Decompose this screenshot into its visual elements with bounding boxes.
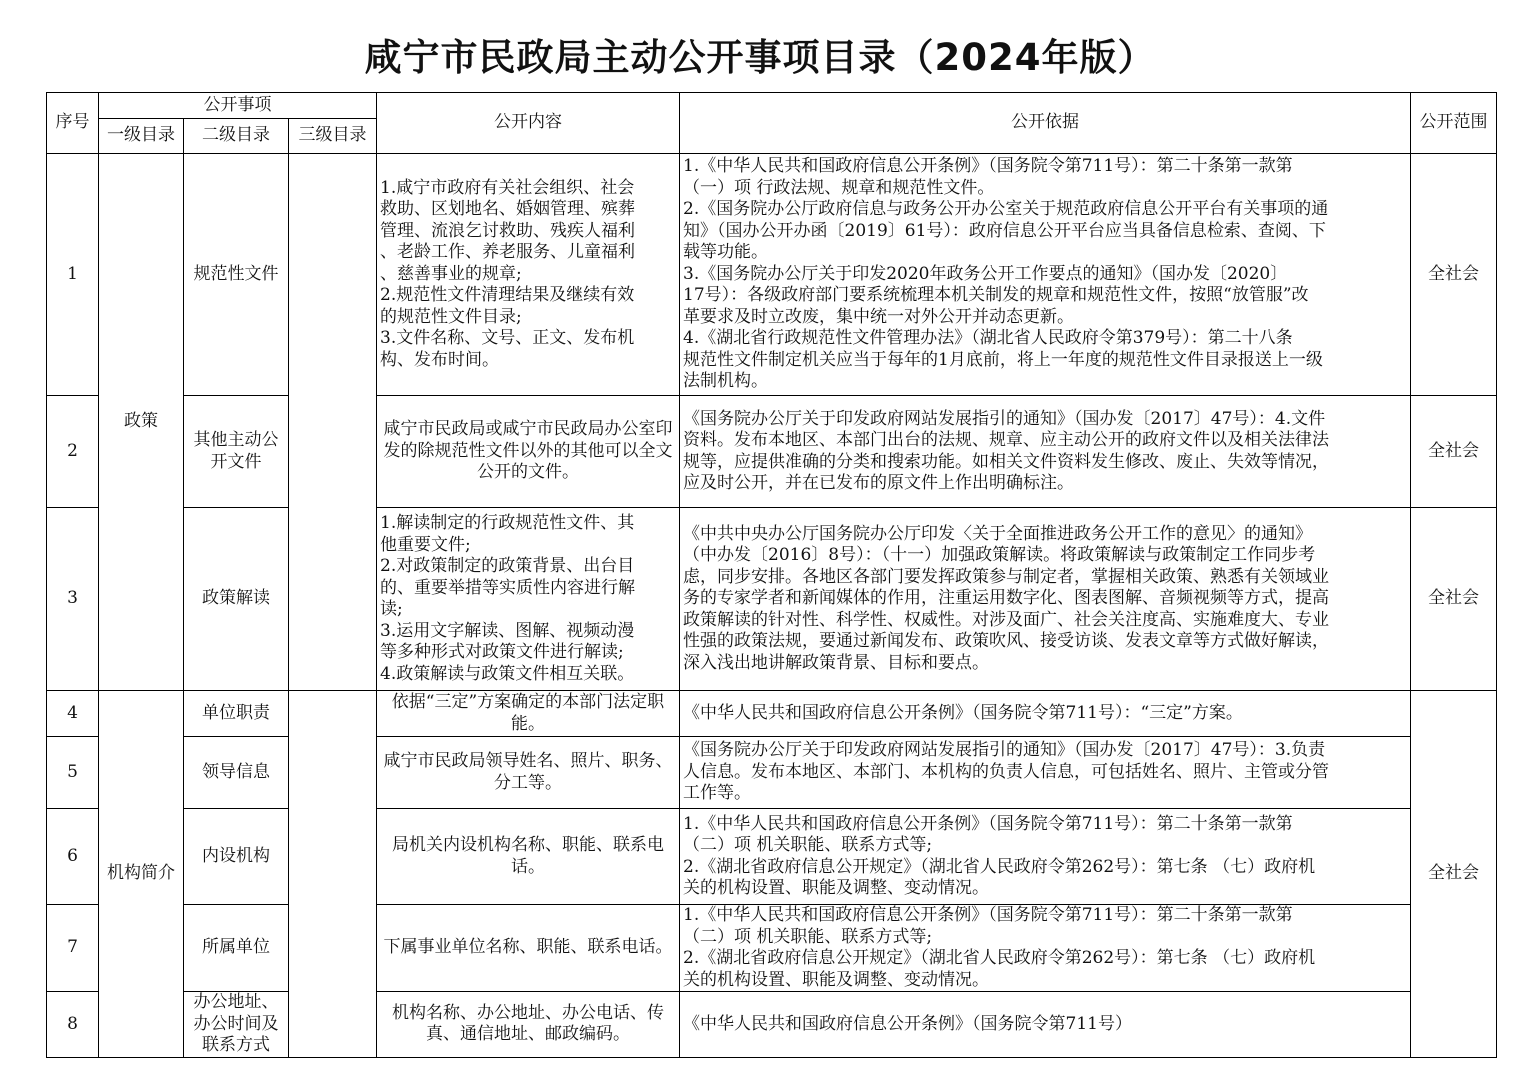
header-level3: 三级目录 [289,119,377,154]
row-basis: 《中共中央办公厅国务院办公厅印发〈关于全面推进政务公开工作的意见〉的通知》 （中办发〔2016〕8号）：（十一）加强政策解读。将政策解读与政策制定工作同步考 虑，同步安排。各地区各部门要发挥政策参与制定者，掌握相关政策、熟悉有关领域业 务的专家学者和新闻媒体的作用，注重运用数字化、图表图解、音频视频等方式，提高 政策解读的针对性、科学性、权威性。对涉及面广、社会关注度高、实施难度大、专业 性强的政策法规，要通过新闻发布、政策吹风、接受访谈、发表文章等方式做好解读， 深入浅出地讲解政策背景、目标和要点。 [680,508,1411,691]
row-content: 1.解读制定的行政规范性文件、其 他重要文件; 2.对政策制定的政策背景、出台目 的、重要举措等实质性内容进行解 读; 3.运用文字解读、图解、视频动漫 等多种形式对政策文件进行解读; 4.政策解读与政策文件相互关联。 [377,508,680,691]
row-basis: 1.《中华人民共和国政府信息公开条例》（国务院令第711号）：第二十条第一款第 （一）项 行政法规、规章和规范性文件。 2.《国务院办公厅政府信息与政务公开办公室关于规范政府信息公开平台有关事项的通 知》（国办公开办函〔2019〕61号）：政府信息公开平台应当具备信息检索、查阅、下 载等功能。 3.《国务院办公厅关于印发2020年政务公开工作要点的通知》（国办发〔2020〕 17号）：各级政府部门要系统梳理本机关制发的规章和规范性文件，按照“放管服”改 革要求及时立改废，集中统一对外公开并动态更新。 4.《湖北省行政规范性文件管理办法》（湖北省人民政府令第379号）：第二十八条 规范性文件制定机关应当于每年的1月底前，将上一年度的规范性文件目录报送上一级 法制机构。 [680,154,1411,396]
header-content: 公开内容 [377,93,680,154]
row-scope: 全社会 [1411,508,1497,691]
row-seq: 6 [47,809,99,905]
row-content: 依据“三定”方案确定的本部门法定职能。 [377,691,680,737]
row-seq: 2 [47,396,99,508]
table-row [47,992,1497,1058]
row-scope: 全社会 [1411,154,1497,396]
row-content: 机构名称、办公地址、办公电话、传真、通信地址、邮政编码。 [377,992,680,1058]
row-content: 咸宁市民政局或咸宁市民政局办公室印发的除规范性文件以外的其他可以全文公开的文件。 [377,396,680,508]
row-seq: 7 [47,905,99,992]
row-scope: 全社会 [1411,691,1497,1058]
row-seq: 1 [47,154,99,396]
row-content: 咸宁市民政局领导姓名、照片、职务、分工等。 [377,737,680,809]
row-scope: 全社会 [1411,396,1497,508]
table-row [47,691,1497,737]
row-level2: 规范性文件 [184,154,289,396]
row-level2: 办公地址、办公时间及联系方式 [184,992,289,1058]
row-level3-empty [289,691,377,1058]
row-content: 1.咸宁市政府有关社会组织、社会 救助、区划地名、婚姻管理、殡葬 管理、流浪乞讨救助、残疾人福利 、老龄工作、养老服务、儿童福利 、慈善事业的规章; 2.规范性文件清理结果及继续有效 的规范性文件目录; 3.文件名称、文号、正文、发布机 构、发布时间。 [377,154,680,396]
row-level2: 政策解读 [184,508,289,691]
header-row-1 [47,93,1497,119]
header-level2: 二级目录 [184,119,289,154]
row-seq: 5 [47,737,99,809]
header-level1: 一级目录 [99,119,184,154]
row-basis: 《国务院办公厅关于印发政府网站发展指引的通知》（国办发〔2017〕47号）：4.文件 资料。发布本地区、本部门出台的法规、规章、应主动公开的政府文件以及相关法律法 规等，应提供准确的分类和搜索功能。如相关文件资料发生修改、废止、失效等情况， 应及时公开，并在已发布的原文件上作出明确标注。 [680,396,1411,508]
table-row [47,508,1497,691]
row-level2: 所属单位 [184,905,289,992]
row-content: 局机关内设机构名称、职能、联系电话。 [377,809,680,905]
header-seq: 序号 [47,93,99,154]
header-scope: 公开范围 [1411,93,1497,154]
row-basis: 《中华人民共和国政府信息公开条例》（国务院令第711号）：“三定”方案。 [680,691,1411,737]
table-row [47,809,1497,905]
row-level2: 单位职责 [184,691,289,737]
row-content: 下属事业单位名称、职能、联系电话。 [377,905,680,992]
row-level3-empty [289,154,377,691]
row-seq: 3 [47,508,99,691]
disclosure-catalog-table [46,92,1497,1058]
row-level2: 内设机构 [184,809,289,905]
table-row [47,737,1497,809]
row-level2: 领导信息 [184,737,289,809]
row-basis: 《中华人民共和国政府信息公开条例》（国务院令第711号） [680,992,1411,1058]
table-row [47,396,1497,508]
table-row [47,905,1497,992]
group-policy: 政策 [99,154,184,691]
row-level2: 其他主动公开文件 [184,396,289,508]
group-org: 机构简介 [99,691,184,1058]
row-seq: 4 [47,691,99,737]
table-row [47,154,1497,396]
header-items: 公开事项 [99,93,377,119]
row-seq: 8 [47,992,99,1058]
row-basis: 1.《中华人民共和国政府信息公开条例》（国务院令第711号）：第二十条第一款第 （二）项 机关职能、联系方式等; 2.《湖北省政府信息公开规定》（湖北省人民政府令第262号）：第七条 （七）政府机 关的机构设置、职能及调整、变动情况。 [680,905,1411,992]
page-title: 咸宁市民政局主动公开事项目录（2024年版） [364,36,1156,79]
header-basis: 公开依据 [680,93,1411,154]
row-basis: 《国务院办公厅关于印发政府网站发展指引的通知》（国办发〔2017〕47号）：3.负责 人信息。发布本地区、本部门、本机构的负责人信息，可包括姓名、照片、主管或分管 工作等。 [680,737,1411,809]
row-basis: 1.《中华人民共和国政府信息公开条例》（国务院令第711号）：第二十条第一款第 （二）项 机关职能、联系方式等; 2.《湖北省政府信息公开规定》（湖北省人民政府令第262号）：第七条 （七）政府机 关的机构设置、职能及调整、变动情况。 [680,809,1411,905]
